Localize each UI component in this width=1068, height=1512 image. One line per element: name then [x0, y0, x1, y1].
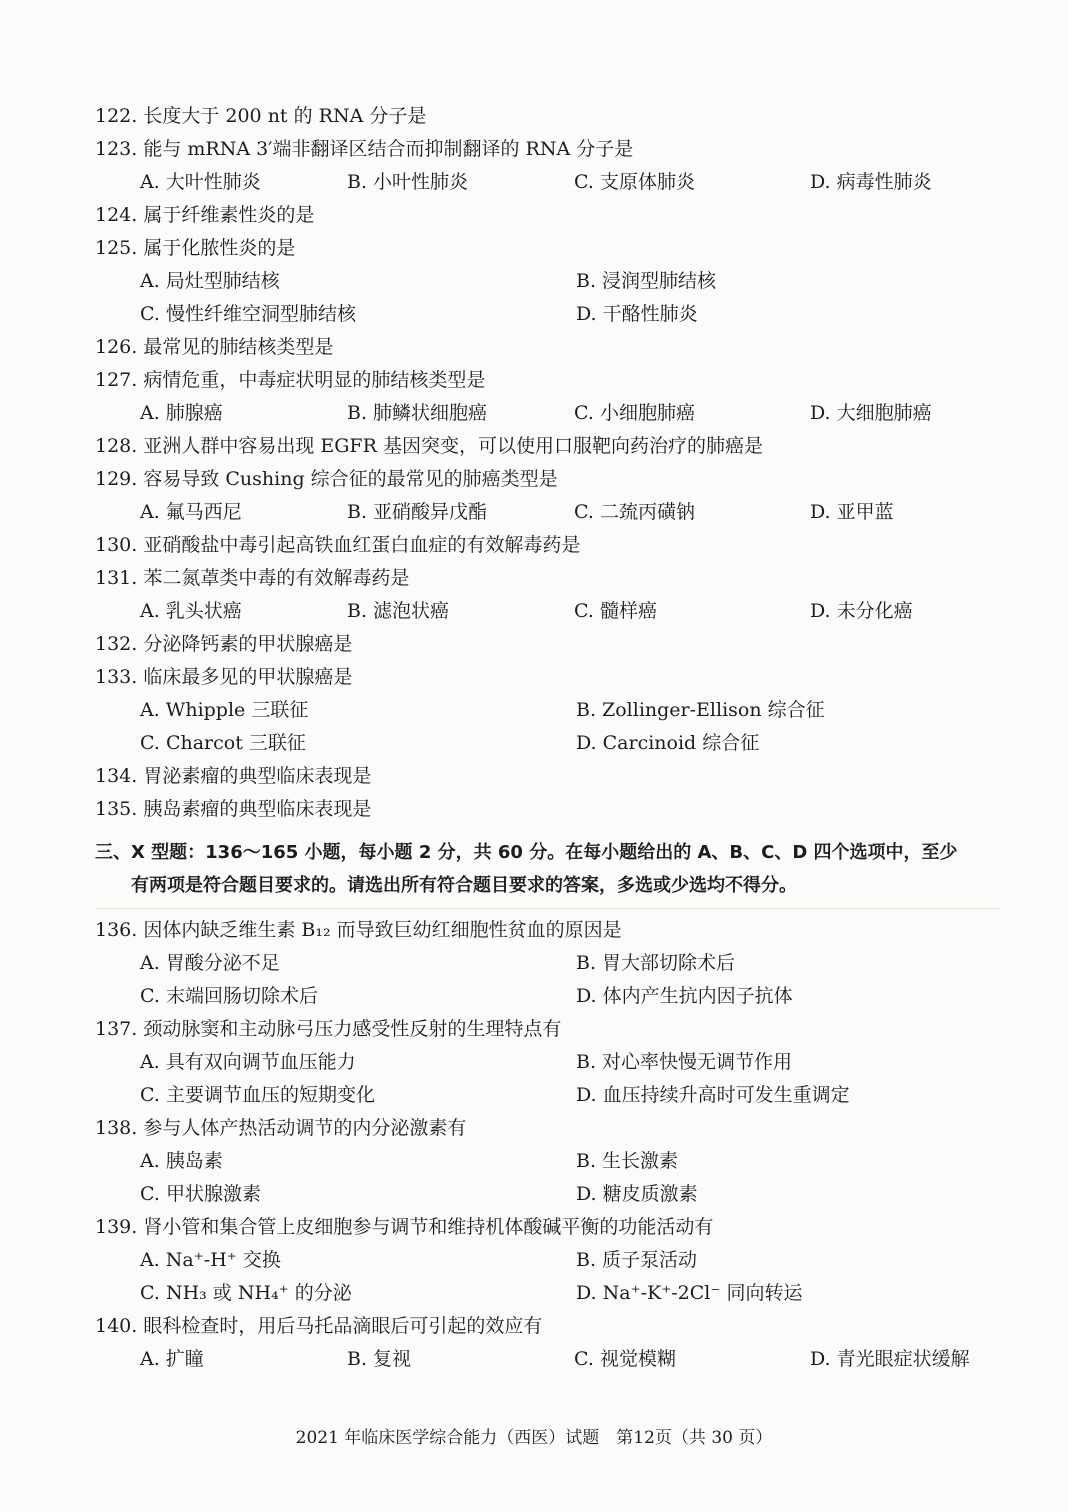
option-d: D. 病毒性肺炎 — [810, 171, 932, 193]
option-d: D. 血压持续升高时可发生重调定 — [576, 1084, 850, 1106]
option-c: C. 小细胞肺癌 — [574, 402, 695, 424]
option-d: D. 糖皮质激素 — [576, 1183, 698, 1205]
page-footer: 2021 年临床医学综合能力（西医）试题 第12页（共 30 页） — [295, 1428, 773, 1448]
option-b: B. 滤泡状癌 — [347, 600, 450, 622]
question-138: 138. 参与人体产热活动调节的内分泌激素有 — [95, 1117, 467, 1139]
section-header-line2: 有两项是符合题目要求的。请选出所有符合题目要求的答案，多选或少选均不得分。 — [131, 875, 797, 896]
option-b: B. 对心率快慢无调节作用 — [576, 1051, 793, 1073]
section-header — [95, 836, 1005, 902]
option-c: C. 髓样癌 — [574, 600, 657, 622]
question-124: 124. 属于纤维素性炎的是 — [95, 204, 315, 226]
option-a: A. 胃酸分泌不足 — [140, 952, 280, 974]
question-139: 139. 肾小管和集合管上皮细胞参与调节和维持机体酸碱平衡的功能活动有 — [95, 1216, 714, 1238]
question-128: 128. 亚洲人群中容易出现 EGFR 基因突变，可以使用口服靶向药治疗的肺癌是 — [95, 435, 763, 457]
question-140: 140. 眼科检查时，用后马托品滴眼后可引起的效应有 — [95, 1315, 543, 1337]
option-a: A. Na⁺-H⁺ 交换 — [140, 1249, 281, 1271]
question-126: 126. 最常见的肺结核类型是 — [95, 336, 334, 358]
question-130: 130. 亚硝酸盐中毒引起高铁血红蛋白血症的有效解毒药是 — [95, 534, 581, 556]
option-d: D. 干酪性肺炎 — [576, 303, 698, 325]
option-d: D. 青光眼症状缓解 — [810, 1348, 970, 1370]
option-c: C. 甲状腺激素 — [140, 1183, 261, 1205]
question-132: 132. 分泌降钙素的甲状腺癌是 — [95, 633, 353, 655]
option-a: A. 局灶型肺结核 — [140, 270, 280, 292]
option-c: C. 主要调节血压的短期变化 — [140, 1084, 375, 1106]
question-131: 131. 苯二氮䓬类中毒的有效解毒药是 — [95, 567, 410, 589]
option-a: A. 肺腺癌 — [140, 402, 223, 424]
option-a: A. 乳头状癌 — [140, 600, 242, 622]
option-c: C. 支原体肺炎 — [574, 171, 695, 193]
question-134: 134. 胃泌素瘤的典型临床表现是 — [95, 765, 372, 787]
option-d: D. Na⁺-K⁺-2Cl⁻ 同向转运 — [576, 1282, 803, 1304]
question-137: 137. 颈动脉窦和主动脉弓压力感受性反射的生理特点有 — [95, 1018, 562, 1040]
option-b: B. 胃大部切除术后 — [576, 952, 736, 974]
question-125: 125. 属于化脓性炎的是 — [95, 237, 296, 259]
option-c: C. NH₃ 或 NH₄⁺ 的分泌 — [140, 1282, 352, 1304]
question-135: 135. 胰岛素瘤的典型临床表现是 — [95, 798, 372, 820]
option-a: A. 具有双向调节血压能力 — [140, 1051, 356, 1073]
option-b: B. 复视 — [347, 1348, 412, 1370]
option-d: D. 大细胞肺癌 — [810, 402, 932, 424]
option-b: B. 浸润型肺结核 — [576, 270, 717, 292]
option-a: A. 扩瞳 — [140, 1348, 204, 1370]
question-136: 136. 因体内缺乏维生素 B₁₂ 而导致巨幼红细胞性贫血的原因是 — [95, 919, 622, 941]
option-d: D. 亚甲蓝 — [810, 501, 894, 523]
option-c: C. 视觉模糊 — [574, 1348, 676, 1370]
option-c: C. 慢性纤维空洞型肺结核 — [140, 303, 356, 325]
option-a: A. 氟马西尼 — [140, 501, 242, 523]
option-c: C. Charcot 三联征 — [140, 732, 306, 754]
option-b: B. 亚硝酸异戊酯 — [347, 501, 488, 523]
option-a: A. 大叶性肺炎 — [140, 171, 261, 193]
option-b: B. 质子泵活动 — [576, 1249, 698, 1271]
section-header-line1: 三、X 型题：136～165 小题，每小题 2 分，共 60 分。在每小题给出的 A、B、C、D 四个选项中，至少 — [95, 842, 958, 863]
question-122: 122. 长度大于 200 nt 的 RNA 分子是 — [95, 105, 427, 127]
option-a: A. 胰岛素 — [140, 1150, 223, 1172]
option-d: D. Carcinoid 综合征 — [576, 732, 760, 754]
option-b: B. 小叶性肺炎 — [347, 171, 469, 193]
question-133: 133. 临床最多见的甲状腺癌是 — [95, 666, 353, 688]
option-d: D. 体内产生抗内因子抗体 — [576, 985, 793, 1007]
option-b: B. 生长激素 — [576, 1150, 679, 1172]
question-127: 127. 病情危重，中毒症状明显的肺结核类型是 — [95, 369, 486, 391]
option-b: B. Zollinger-Ellison 综合征 — [576, 699, 825, 721]
option-a: A. Whipple 三联征 — [140, 699, 309, 721]
question-129: 129. 容易导致 Cushing 综合征的最常见的肺癌类型是 — [95, 468, 558, 490]
option-c: C. 末端回肠切除术后 — [140, 985, 318, 1007]
option-b: B. 肺鳞状细胞癌 — [347, 402, 488, 424]
option-c: C. 二巯丙磺钠 — [574, 501, 695, 523]
question-123: 123. 能与 mRNA 3′端非翻译区结合而抑制翻译的 RNA 分子是 — [95, 138, 634, 160]
divider — [95, 908, 1000, 909]
option-d: D. 未分化癌 — [810, 600, 913, 622]
